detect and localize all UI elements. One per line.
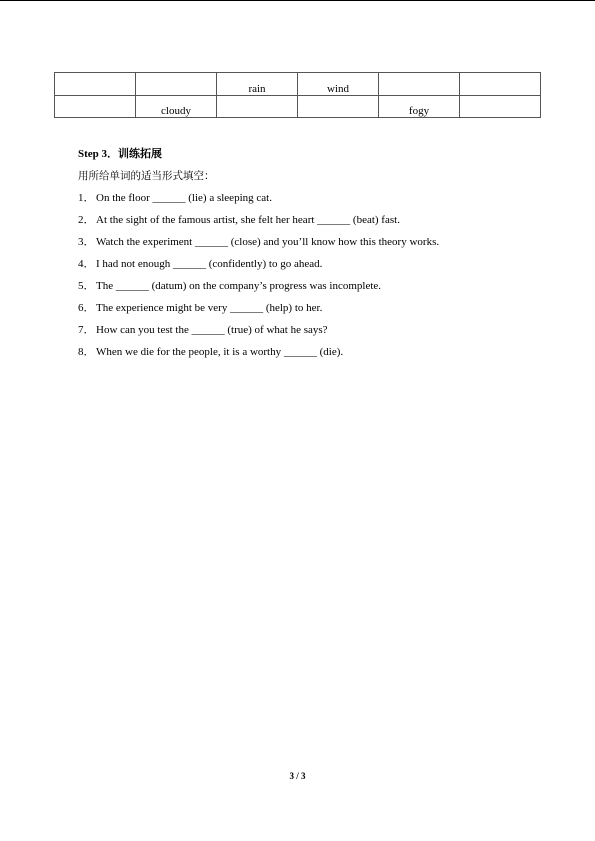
table-cell xyxy=(55,73,136,96)
exercise-item xyxy=(78,256,548,278)
page-number: 3 / 3 xyxy=(289,771,306,781)
exercise-item xyxy=(78,212,548,234)
item-text: How can you test the ______ (true) of what he says? xyxy=(96,324,328,336)
item-text: I had not enough ______ (confidently) to go ahead. xyxy=(96,258,323,270)
exercise-item xyxy=(78,278,548,300)
step-title: Step 3．训练拓展 xyxy=(78,148,163,160)
table-cell: wind xyxy=(298,73,379,96)
item-number: 3． xyxy=(78,236,95,248)
table-cell: fogy xyxy=(379,96,460,118)
vocabulary-table xyxy=(54,72,541,118)
table-cell xyxy=(217,96,298,118)
item-text: On the floor ______ (lie) a sleeping cat. xyxy=(96,192,272,204)
item-number: 1． xyxy=(78,192,95,204)
table-cell xyxy=(460,96,541,118)
item-number: 4． xyxy=(78,258,95,270)
item-text: The experience might be very ______ (help) to her. xyxy=(96,302,323,314)
step-instruction: 用所给单词的适当形式填空： xyxy=(78,170,215,182)
table-row xyxy=(55,96,541,118)
item-text: Watch the experiment ______ (close) and you’ll know how this theory works. xyxy=(96,236,440,248)
table-cell: rain xyxy=(217,73,298,96)
item-text: When we die for the people, it is a worthy ______ (die). xyxy=(96,346,344,358)
top-border-line xyxy=(0,0,595,1)
exercise-item xyxy=(78,234,548,256)
exercise-section xyxy=(78,146,548,366)
exercise-item xyxy=(78,344,548,366)
table-cell xyxy=(379,73,460,96)
exercise-item xyxy=(78,322,548,344)
item-number: 5． xyxy=(78,280,95,292)
item-number: 7． xyxy=(78,324,95,336)
item-number: 6． xyxy=(78,302,95,314)
table-row xyxy=(55,73,541,96)
item-text: At the sight of the famous artist, she felt her heart ______ (beat) fast. xyxy=(96,214,400,226)
table-cell xyxy=(460,73,541,96)
item-number: 8． xyxy=(78,346,95,358)
table-cell xyxy=(298,96,379,118)
exercise-item xyxy=(78,300,548,322)
table-cell xyxy=(136,73,217,96)
table-cell xyxy=(55,96,136,118)
item-number: 2． xyxy=(78,214,95,226)
table-cell: cloudy xyxy=(136,96,217,118)
item-text: The ______ (datum) on the company’s progress was incomplete. xyxy=(96,280,382,292)
exercise-item xyxy=(78,190,548,212)
